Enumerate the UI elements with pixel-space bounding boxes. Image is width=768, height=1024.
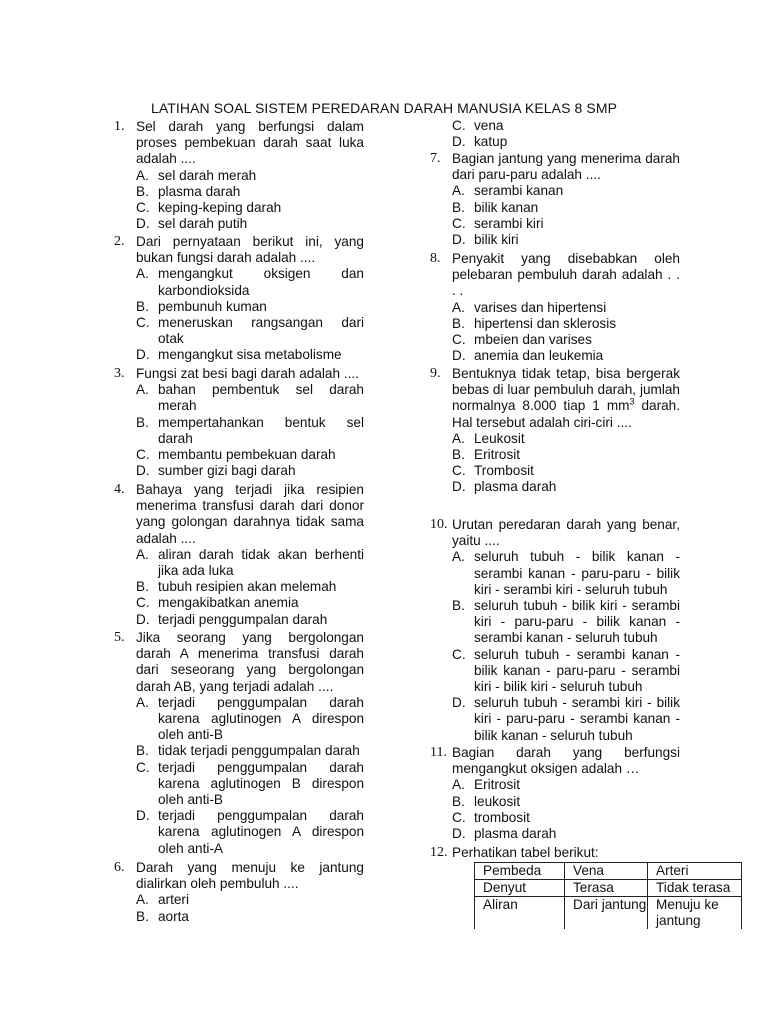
- table-header-row: [475, 863, 742, 880]
- table-cell: Aliran: [475, 897, 565, 930]
- option-b[interactable]: B. bilik kanan: [452, 199, 539, 215]
- option-b[interactable]: B. pembunuh kuman: [136, 298, 267, 314]
- question-9: [430, 366, 680, 496]
- option-b[interactable]: B. leukosit: [452, 793, 521, 809]
- question-7: [430, 151, 680, 248]
- option-b[interactable]: B. seluruh tubuh - bilik kiri - serambi kiri - paru-paru - bilik kanan - serambi kanan - seluruh tubuh: [452, 598, 680, 646]
- question-text: Bahaya yang terjadi jika resipien menerima transfusi darah dari donor yang golongan darahnya tidak sama adalah ....: [136, 482, 364, 546]
- question-2: [114, 234, 364, 364]
- question-text: Sel darah yang berfungsi dalam proses pembekuan darah saat luka adalah ....: [136, 119, 364, 167]
- table-cell: Terasa: [565, 880, 648, 897]
- table-cell: Menuju ke jantung: [648, 897, 742, 930]
- option-b[interactable]: B. tubuh resipien akan melemah: [136, 579, 337, 595]
- question-number: 2.: [114, 234, 125, 249]
- comparison-table: [474, 862, 742, 929]
- question-text: Perhatikan tabel berikut:: [452, 845, 599, 860]
- option-d[interactable]: D. katup: [452, 134, 508, 150]
- option-d[interactable]: D. bilik kiri: [452, 232, 519, 248]
- options: [136, 547, 364, 628]
- options: [136, 168, 364, 233]
- option-d[interactable]: D. mengangkut sisa metabolisme: [136, 347, 342, 363]
- options: [136, 382, 364, 479]
- option-b[interactable]: B. plasma darah: [136, 183, 241, 199]
- question-text: Darah yang menuju ke jantung dialirkan oleh pembuluh ....: [136, 860, 364, 892]
- question-4: [114, 482, 364, 628]
- option-a[interactable]: A. serambi kanan: [452, 183, 564, 199]
- options: [452, 118, 680, 150]
- option-d[interactable]: D. anemia dan leukemia: [452, 348, 604, 364]
- options: [452, 431, 680, 496]
- question-text: Penyakit yang disebabkan oleh pelebaran pembuluh darah adalah . . . .: [452, 251, 680, 299]
- table-cell: Tidak terasa: [648, 880, 742, 897]
- question-6-continued: [430, 118, 680, 150]
- option-b[interactable]: B. aorta: [136, 908, 189, 924]
- option-a[interactable]: A. aliran darah tidak akan berhenti jika ada luka: [136, 546, 364, 579]
- question-number: 3.: [114, 366, 125, 381]
- question-8: [430, 251, 680, 364]
- question-number: 4.: [114, 482, 125, 497]
- option-a[interactable]: A. sel darah merah: [136, 167, 257, 183]
- question-3: [114, 366, 364, 479]
- option-b[interactable]: B. Eritrosit: [452, 447, 521, 463]
- option-a[interactable]: A. arteri: [136, 892, 189, 908]
- option-b[interactable]: B. mempertahankan bentuk sel darah: [136, 414, 364, 446]
- question-1: [114, 119, 364, 232]
- option-c[interactable]: C. mbeien dan varises: [452, 332, 592, 348]
- table-header-cell: Vena: [565, 863, 648, 880]
- option-c[interactable]: C. seluruh tubuh - serambi kanan - bilik kanan - paru-paru - serambi kiri - bilik kiri - seluruh tubuh: [452, 646, 680, 695]
- options: [136, 695, 364, 857]
- question-text: Fungsi zat besi bagi darah adalah ....: [136, 366, 359, 381]
- option-a[interactable]: A. Eritrosit: [452, 777, 521, 793]
- question-text: Urutan peredaran darah yang benar, yaitu ....: [452, 517, 680, 549]
- option-a[interactable]: A. seluruh tubuh - bilik kanan - serambi kanan - paru-paru - bilik kiri - serambi kiri - seluruh tubuh: [452, 549, 680, 597]
- question-text: Bentuknya tidak tetap, bisa bergerak bebas di luar pembuluh darah, jumlah normalnya 8.000 tiap 1 $mm^3$ darah. Hal tersebut adalah ciri-ciri ....: [452, 366, 680, 430]
- question-text: Jika seorang yang bergolongan darah A menerima transfusi darah dari seseorang yang bergolongan darah AB, yang terjadi adalah ....: [136, 630, 364, 694]
- option-a[interactable]: A. mengangkut oksigen dan karbondioksida: [136, 266, 364, 298]
- options: [452, 300, 680, 365]
- option-c[interactable]: C. serambi kiri: [452, 215, 544, 231]
- options: [452, 549, 680, 743]
- table-cell: Dari jantung: [565, 897, 648, 930]
- question-text: Dari pernyataan berikut ini, yang bukan fungsi darah adalah ....: [136, 234, 364, 266]
- option-a[interactable]: A. Leukosit: [452, 430, 525, 446]
- question-number: 12.: [430, 845, 448, 860]
- option-c[interactable]: C. trombosit: [452, 809, 530, 825]
- question-text: Bagian jantung yang menerima darah dari paru-paru adalah ....: [452, 151, 680, 183]
- table-header-cell: Arteri: [648, 863, 742, 880]
- question-text: Bagian darah yang berfungsi mengangkut oksigen adalah …: [452, 745, 680, 777]
- option-d[interactable]: D. sumber gizi bagi darah: [136, 463, 296, 479]
- table-row: [475, 897, 742, 930]
- option-d[interactable]: D. seluruh tubuh - serambi kiri - bilik kiri - paru-paru - serambi kanan - bilik kanan - seluruh tubuh: [452, 695, 680, 743]
- option-c[interactable]: C. terjadi penggumpalan darah karena aglutinogen B direspon oleh anti-B: [136, 759, 364, 808]
- option-c[interactable]: C. keping-keping darah: [136, 200, 282, 216]
- question-11: [430, 745, 680, 842]
- option-b[interactable]: B. tidak terjadi penggumpalan darah: [136, 743, 360, 759]
- question-number: 5.: [114, 630, 125, 645]
- table-header-cell: Pembeda: [475, 863, 565, 880]
- option-a[interactable]: A. bahan pembentuk sel darah merah: [136, 382, 364, 414]
- options: [136, 892, 364, 924]
- option-d[interactable]: D. sel darah putih: [136, 216, 248, 232]
- options: [452, 183, 680, 248]
- question-6: [114, 860, 364, 925]
- options: [136, 266, 364, 363]
- option-c[interactable]: C. meneruskan rangsangan dari otak: [136, 315, 364, 347]
- option-c[interactable]: C. Trombosit: [452, 463, 534, 479]
- option-b[interactable]: B. hipertensi dan sklerosis: [452, 315, 617, 331]
- question-12: [430, 845, 680, 861]
- option-d[interactable]: D. terjadi penggumpalan darah: [136, 611, 328, 627]
- option-a[interactable]: A. terjadi penggumpalan darah karena aglutinogen A direspon oleh anti-B: [136, 694, 364, 743]
- option-c[interactable]: C. mengakibatkan anemia: [136, 595, 299, 611]
- question-number: 7.: [430, 151, 441, 166]
- question-number: 1.: [114, 119, 125, 134]
- page-title: LATIHAN SOAL SISTEM PEREDARAN DARAH MANUSIA KELAS 8 SMP: [150, 100, 618, 116]
- question-number: 9.: [430, 366, 441, 381]
- question-10: [430, 517, 680, 744]
- option-c[interactable]: C. membantu pembekuan darah: [136, 447, 336, 463]
- question-number: 11.: [430, 745, 447, 760]
- question-number: 10.: [430, 517, 448, 532]
- question-5: [114, 630, 364, 857]
- options: [452, 777, 680, 842]
- question-number: 6.: [114, 860, 125, 875]
- option-d[interactable]: D. plasma darah: [452, 826, 557, 842]
- option-a[interactable]: A. varises dan hipertensi: [452, 299, 607, 315]
- question-number: 8.: [430, 251, 441, 266]
- option-d[interactable]: D. plasma darah: [452, 479, 557, 495]
- table-row: [475, 880, 742, 897]
- table-cell: Denyut: [475, 880, 565, 897]
- option-c[interactable]: C. vena: [452, 118, 504, 133]
- option-d[interactable]: D. terjadi penggumpalan darah karena aglutinogen A direspon oleh anti-A: [136, 808, 364, 856]
